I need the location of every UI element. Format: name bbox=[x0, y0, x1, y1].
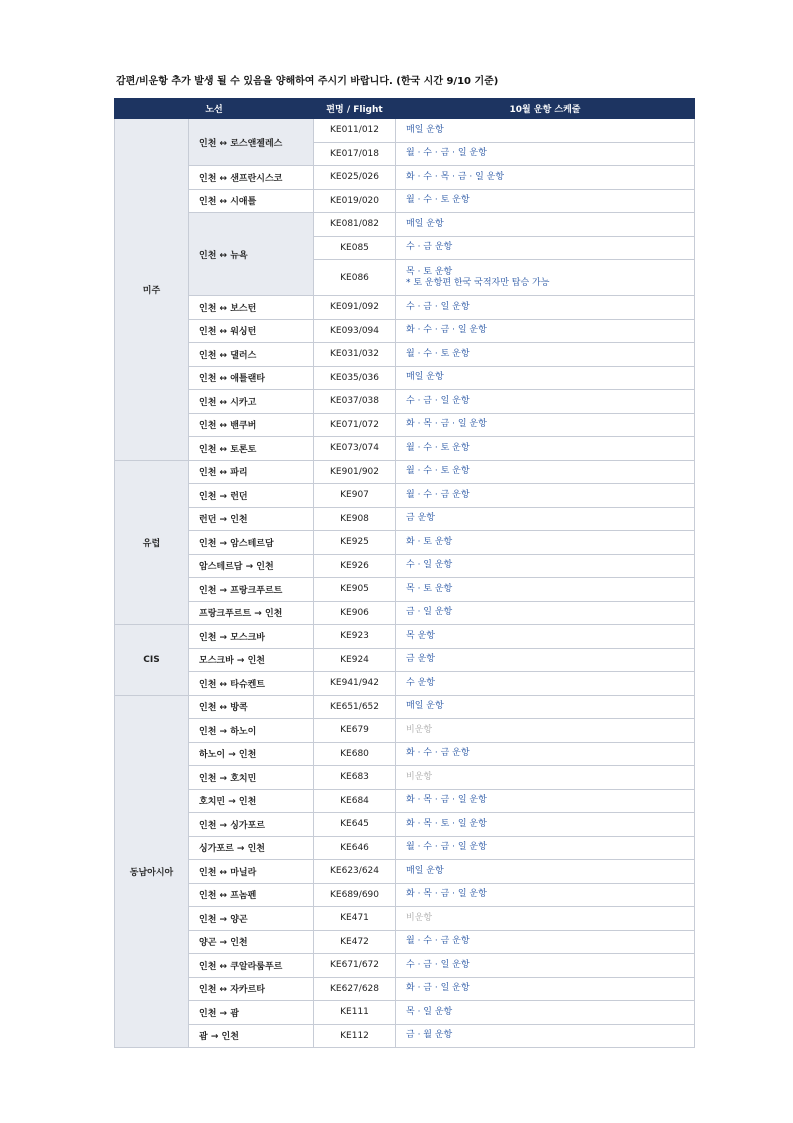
route-cell: 괌 → 인천 bbox=[189, 1024, 314, 1048]
schedule-line: 화 · 목 · 금 · 일 운항 bbox=[406, 419, 487, 430]
schedule-cell bbox=[396, 390, 695, 414]
route-cell: 인천 ↔ 뉴욕 bbox=[189, 213, 314, 296]
table-row bbox=[115, 296, 695, 320]
schedule-cell bbox=[396, 343, 695, 367]
route-cell: 인천 → 모스크바 bbox=[189, 625, 314, 649]
table-row bbox=[115, 437, 695, 461]
schedule-line: 비운항 bbox=[406, 724, 433, 735]
schedule-line: * 토 운항편 한국 국적자만 탑승 가능 bbox=[406, 277, 550, 288]
table-row bbox=[115, 578, 695, 602]
route-cell: 인천 ↔ 토론토 bbox=[189, 437, 314, 461]
schedule-cell bbox=[396, 484, 695, 508]
schedule-cell bbox=[396, 977, 695, 1001]
route-cell: 양곤 → 인천 bbox=[189, 930, 314, 954]
route-cell: 프랑크푸르트 → 인천 bbox=[189, 601, 314, 625]
schedule-cell bbox=[396, 507, 695, 531]
schedule-line: 월 · 수 · 토 운항 bbox=[406, 466, 470, 477]
flight-cell: KE093/094 bbox=[314, 319, 396, 343]
flight-cell: KE923 bbox=[314, 625, 396, 649]
flight-cell: KE085 bbox=[314, 236, 396, 260]
table-row bbox=[115, 813, 695, 837]
flight-cell: KE031/032 bbox=[314, 343, 396, 367]
table-row bbox=[115, 119, 695, 143]
schedule-cell bbox=[396, 930, 695, 954]
schedule-cell bbox=[396, 860, 695, 884]
schedule-line: 화 · 목 · 금 · 일 운항 bbox=[406, 795, 487, 806]
schedule-line: 금 · 월 운항 bbox=[406, 1030, 453, 1041]
schedule-line: 매일 운항 bbox=[406, 372, 444, 383]
schedule-cell bbox=[396, 742, 695, 766]
table-row bbox=[115, 836, 695, 860]
schedule-cell bbox=[396, 437, 695, 461]
flight-cell: KE684 bbox=[314, 789, 396, 813]
flight-cell: KE112 bbox=[314, 1024, 396, 1048]
schedule-line: 매일 운항 bbox=[406, 124, 444, 135]
schedule-cell bbox=[396, 695, 695, 719]
route-cell: 하노이 → 인천 bbox=[189, 742, 314, 766]
schedule-cell bbox=[396, 319, 695, 343]
table-row bbox=[115, 625, 695, 649]
route-cell: 싱가포르 → 인천 bbox=[189, 836, 314, 860]
schedule-line: 매일 운항 bbox=[406, 865, 444, 876]
schedule-cell bbox=[396, 648, 695, 672]
flight-cell: KE905 bbox=[314, 578, 396, 602]
header-schedule: 10월 운항 스케줄 bbox=[396, 99, 695, 119]
route-cell: 인천 ↔ 방콕 bbox=[189, 695, 314, 719]
schedule-cell bbox=[396, 260, 695, 296]
schedule-cell bbox=[396, 1024, 695, 1048]
route-cell: 인천 ↔ 시카고 bbox=[189, 390, 314, 414]
schedule-line: 수 · 일 운항 bbox=[406, 560, 453, 571]
schedule-line: 수 · 금 · 일 운항 bbox=[406, 301, 470, 312]
schedule-line: 목 · 토 운항 bbox=[406, 583, 453, 594]
schedule-line: 수 · 금 · 일 운항 bbox=[406, 395, 470, 406]
schedule-line: 목 운항 bbox=[406, 630, 435, 641]
schedule-line: 비운항 bbox=[406, 912, 433, 923]
schedule-cell bbox=[396, 296, 695, 320]
table-row bbox=[115, 554, 695, 578]
flight-cell: KE627/628 bbox=[314, 977, 396, 1001]
table-row bbox=[115, 601, 695, 625]
route-cell: 인천 ↔ 타슈켄트 bbox=[189, 672, 314, 696]
flight-cell: KE471 bbox=[314, 907, 396, 931]
schedule-cell bbox=[396, 413, 695, 437]
schedule-line: 수 운항 bbox=[406, 677, 435, 688]
schedule-cell bbox=[396, 236, 695, 260]
flight-cell: KE011/012 bbox=[314, 119, 396, 143]
schedule-line: 월 · 수 · 금 · 일 운항 bbox=[406, 842, 487, 853]
route-cell: 인천 → 프랑크푸르트 bbox=[189, 578, 314, 602]
route-cell: 인천 ↔ 프놈펜 bbox=[189, 883, 314, 907]
route-cell: 인천 ↔ 워싱턴 bbox=[189, 319, 314, 343]
schedule-line: 매일 운항 bbox=[406, 218, 444, 229]
schedule-line: 수 · 금 운항 bbox=[406, 242, 453, 253]
table-body bbox=[115, 119, 695, 1048]
region-cell: 미주 bbox=[115, 119, 189, 461]
route-cell: 인천 → 암스테르담 bbox=[189, 531, 314, 555]
flight-cell: KE073/074 bbox=[314, 437, 396, 461]
region-cell: 동남아시아 bbox=[115, 695, 189, 1048]
table-row bbox=[115, 883, 695, 907]
schedule-cell bbox=[396, 460, 695, 484]
flight-cell: KE926 bbox=[314, 554, 396, 578]
table-row bbox=[115, 531, 695, 555]
table-header-row bbox=[115, 99, 695, 119]
schedule-cell bbox=[396, 531, 695, 555]
table-row bbox=[115, 860, 695, 884]
schedule-cell bbox=[396, 142, 695, 166]
schedule-line: 월 · 수 · 금 · 일 운항 bbox=[406, 148, 487, 159]
schedule-line: 화 · 수 · 금 · 일 운항 bbox=[406, 325, 487, 336]
schedule-cell bbox=[396, 789, 695, 813]
route-cell: 인천 ↔ 시애틀 bbox=[189, 189, 314, 213]
route-cell: 인천 ↔ 자카르타 bbox=[189, 977, 314, 1001]
route-cell: 인천 → 호치민 bbox=[189, 766, 314, 790]
route-cell: 인천 → 하노이 bbox=[189, 719, 314, 743]
flight-cell: KE907 bbox=[314, 484, 396, 508]
flight-cell: KE651/652 bbox=[314, 695, 396, 719]
table-row bbox=[115, 719, 695, 743]
schedule-line: 목 · 일 운항 bbox=[406, 1006, 453, 1017]
table-row bbox=[115, 930, 695, 954]
schedule-cell bbox=[396, 907, 695, 931]
flight-cell: KE025/026 bbox=[314, 166, 396, 190]
table-row bbox=[115, 390, 695, 414]
route-cell: 모스크바 → 인천 bbox=[189, 648, 314, 672]
flight-cell: KE679 bbox=[314, 719, 396, 743]
table-row bbox=[115, 166, 695, 190]
route-cell: 인천 ↔ 애틀랜타 bbox=[189, 366, 314, 390]
flight-cell: KE081/082 bbox=[314, 213, 396, 237]
table-row bbox=[115, 695, 695, 719]
route-cell: 인천 ↔ 쿠알라룸푸르 bbox=[189, 954, 314, 978]
schedule-line: 화 · 목 · 금 · 일 운항 bbox=[406, 889, 487, 900]
schedule-line: 월 · 수 · 금 운항 bbox=[406, 936, 470, 947]
table-row bbox=[115, 1001, 695, 1025]
table-row bbox=[115, 766, 695, 790]
schedule-line: 월 · 수 · 토 운항 bbox=[406, 442, 470, 453]
table-row bbox=[115, 672, 695, 696]
table-row bbox=[115, 1024, 695, 1048]
region-cell: 유럽 bbox=[115, 460, 189, 625]
flight-cell: KE111 bbox=[314, 1001, 396, 1025]
table-row bbox=[115, 977, 695, 1001]
route-cell: 인천 → 런던 bbox=[189, 484, 314, 508]
schedule-cell bbox=[396, 813, 695, 837]
route-cell: 암스테르담 → 인천 bbox=[189, 554, 314, 578]
schedule-line: 금 운항 bbox=[406, 513, 435, 524]
schedule-cell bbox=[396, 836, 695, 860]
flight-cell: KE019/020 bbox=[314, 189, 396, 213]
flight-cell: KE941/942 bbox=[314, 672, 396, 696]
table-row bbox=[115, 319, 695, 343]
flight-cell: KE683 bbox=[314, 766, 396, 790]
region-cell: CIS bbox=[115, 625, 189, 696]
table-row bbox=[115, 907, 695, 931]
route-cell: 인천 ↔ 보스턴 bbox=[189, 296, 314, 320]
flight-cell: KE086 bbox=[314, 260, 396, 296]
notice-text: 감편/비운항 추가 발생 될 수 있음을 양해하여 주시기 바랍니다. (한국 시간 9/10 기준) bbox=[116, 76, 499, 87]
schedule-cell bbox=[396, 554, 695, 578]
flight-cell: KE091/092 bbox=[314, 296, 396, 320]
flight-cell: KE646 bbox=[314, 836, 396, 860]
schedule-line: 화 · 목 · 토 · 일 운항 bbox=[406, 818, 487, 829]
header-flight: 편명 / Flight bbox=[314, 99, 396, 119]
flight-cell: KE908 bbox=[314, 507, 396, 531]
flight-cell: KE680 bbox=[314, 742, 396, 766]
table-row bbox=[115, 213, 695, 237]
table-row bbox=[115, 460, 695, 484]
table-row bbox=[115, 507, 695, 531]
schedule-line: 수 · 금 · 일 운항 bbox=[406, 959, 470, 970]
schedule-cell bbox=[396, 625, 695, 649]
schedule-line: 금 운항 bbox=[406, 654, 435, 665]
flight-cell: KE901/902 bbox=[314, 460, 396, 484]
flight-cell: KE924 bbox=[314, 648, 396, 672]
schedule-cell bbox=[396, 601, 695, 625]
schedule-line: 비운항 bbox=[406, 771, 433, 782]
schedule-line: 월 · 수 · 토 운항 bbox=[406, 195, 470, 206]
schedule-cell bbox=[396, 578, 695, 602]
schedule-cell bbox=[396, 954, 695, 978]
table-row bbox=[115, 484, 695, 508]
route-cell: 인천 ↔ 로스앤젤레스 bbox=[189, 119, 314, 166]
schedule-cell bbox=[396, 189, 695, 213]
table-row bbox=[115, 954, 695, 978]
schedule-line: 금 · 일 운항 bbox=[406, 607, 453, 618]
schedule-line: 목 · 토 운항 bbox=[406, 266, 453, 277]
flight-cell: KE071/072 bbox=[314, 413, 396, 437]
schedule-line: 화 · 수 · 목 · 금 · 일 운항 bbox=[406, 171, 505, 182]
schedule-table bbox=[114, 98, 695, 1048]
schedule-line: 화 · 토 운항 bbox=[406, 536, 453, 547]
route-cell: 인천 → 괌 bbox=[189, 1001, 314, 1025]
schedule-cell bbox=[396, 766, 695, 790]
flight-cell: KE623/624 bbox=[314, 860, 396, 884]
schedule-line: 월 · 수 · 금 운항 bbox=[406, 489, 470, 500]
flight-cell: KE689/690 bbox=[314, 883, 396, 907]
schedule-cell bbox=[396, 1001, 695, 1025]
flight-cell: KE906 bbox=[314, 601, 396, 625]
schedule-cell bbox=[396, 366, 695, 390]
schedule-line: 화 · 금 · 일 운항 bbox=[406, 983, 470, 994]
table-row bbox=[115, 648, 695, 672]
header-route: 노선 bbox=[115, 99, 314, 119]
schedule-cell bbox=[396, 119, 695, 143]
schedule-line: 월 · 수 · 토 운항 bbox=[406, 348, 470, 359]
route-cell: 인천 ↔ 밴쿠버 bbox=[189, 413, 314, 437]
route-cell: 호치민 → 인천 bbox=[189, 789, 314, 813]
table-row bbox=[115, 189, 695, 213]
schedule-cell bbox=[396, 213, 695, 237]
flight-cell: KE472 bbox=[314, 930, 396, 954]
schedule-line: 매일 운항 bbox=[406, 701, 444, 712]
table-row bbox=[115, 742, 695, 766]
route-cell: 인천 → 싱가포르 bbox=[189, 813, 314, 837]
route-cell: 인천 ↔ 파리 bbox=[189, 460, 314, 484]
flight-cell: KE035/036 bbox=[314, 366, 396, 390]
route-cell: 인천 ↔ 샌프란시스코 bbox=[189, 166, 314, 190]
schedule-cell bbox=[396, 672, 695, 696]
flight-cell: KE017/018 bbox=[314, 142, 396, 166]
flight-cell: KE671/672 bbox=[314, 954, 396, 978]
table-row bbox=[115, 343, 695, 367]
table-row bbox=[115, 366, 695, 390]
flight-cell: KE925 bbox=[314, 531, 396, 555]
schedule-cell bbox=[396, 719, 695, 743]
flight-cell: KE037/038 bbox=[314, 390, 396, 414]
schedule-line: 화 · 수 · 금 운항 bbox=[406, 748, 470, 759]
flight-cell: KE645 bbox=[314, 813, 396, 837]
table-row bbox=[115, 413, 695, 437]
schedule-cell bbox=[396, 883, 695, 907]
schedule-cell bbox=[396, 166, 695, 190]
table-row bbox=[115, 789, 695, 813]
route-cell: 인천 → 양곤 bbox=[189, 907, 314, 931]
route-cell: 런던 → 인천 bbox=[189, 507, 314, 531]
route-cell: 인천 ↔ 마닐라 bbox=[189, 860, 314, 884]
route-cell: 인천 ↔ 댈러스 bbox=[189, 343, 314, 367]
